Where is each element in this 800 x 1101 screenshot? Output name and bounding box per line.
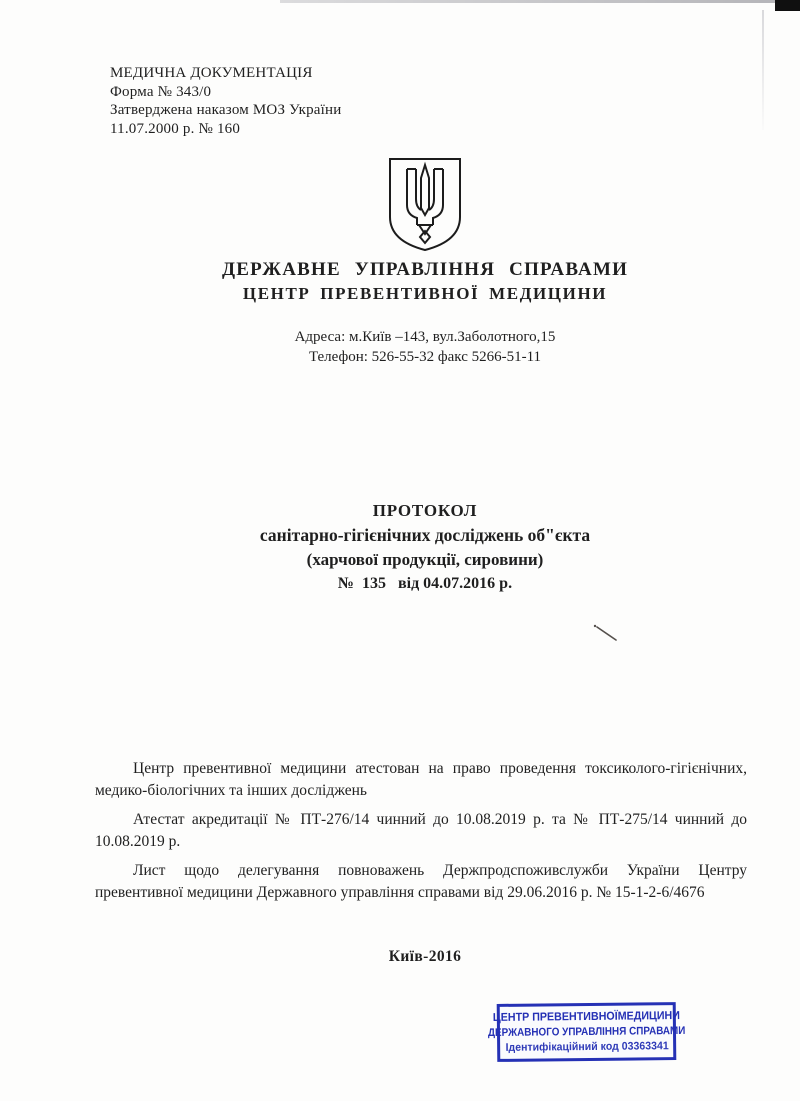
stamp-line-1: ЦЕНТР ПРЕВЕНТИВНОЇМЕДИЦИНИ — [492, 1009, 680, 1024]
protocol-number-date: № 135 від 04.07.2016 р. — [337, 575, 513, 592]
body-text-block — [95, 758, 747, 911]
organization-contacts — [50, 328, 800, 367]
protocol-subtitle-1: санітарно-гігієнічних досліджень об"єкта — [259, 525, 591, 545]
organization-name: ДЕРЖАВНЕ УПРАВЛІННЯ СПРАВАМИ — [221, 259, 629, 280]
paragraph-accreditation-rights: Центр превентивної медицини атестован на право проведення токсиколого-гігієнічних, медико-біологічних та інших досліджень — [95, 760, 747, 799]
doc-meta-line: 11.07.2000 р. № 160 — [110, 120, 241, 137]
protocol-title-block — [50, 499, 800, 595]
protocol-subtitle-2: (харчової продукції, сировини) — [306, 550, 544, 569]
scan-corner-mark — [775, 0, 800, 11]
stamp-line-2: ДЕРЖАВНОГО УПРАВЛІННЯ СПРАВАМИ — [487, 1024, 686, 1039]
paragraph-delegation-letter: Лист щодо делегування повноважень Держпродспоживслужби України Центру превентивної медицини Державного управління справами від 29.06.2016 р. № 15-1-2-6/4676 — [95, 862, 747, 901]
ukraine-trident-emblem-icon — [384, 155, 466, 254]
protocol-title: ПРОТОКОЛ — [372, 501, 478, 520]
organization-stamp — [487, 1002, 686, 1062]
organization-address: Адреса: м.Київ –143, вул.Заболотного,15 — [294, 329, 556, 345]
pen-scratch-mark — [588, 618, 628, 648]
doc-meta-line: МЕДИЧНА ДОКУМЕНТАЦІЯ — [110, 65, 313, 81]
scan-edge-smear — [280, 0, 800, 3]
organization-phone: Телефон: 526-55-32 факс 5266-51-11 — [308, 348, 542, 365]
paragraph-certificates: Атестат акредитації № ПТ-276/14 чинний до 10.08.2019 р. та № ПТ-275/14 чинний до 10.08.2019 р. — [95, 811, 747, 850]
doc-meta-line: Форма № 343/0 — [110, 83, 212, 100]
document-meta-block — [110, 64, 342, 138]
organization-header — [50, 257, 800, 367]
doc-meta-line: Затверджена наказом МОЗ України — [110, 102, 342, 118]
organization-subname: ЦЕНТР ПРЕВЕНТИВНОЇ МЕДИЦИНИ — [242, 284, 608, 303]
scan-fold-line — [762, 10, 764, 130]
city-year-label: Київ-2016 — [388, 948, 462, 965]
stamp-identification-code: Ідентифікаційний код 03363341 — [504, 1039, 669, 1054]
